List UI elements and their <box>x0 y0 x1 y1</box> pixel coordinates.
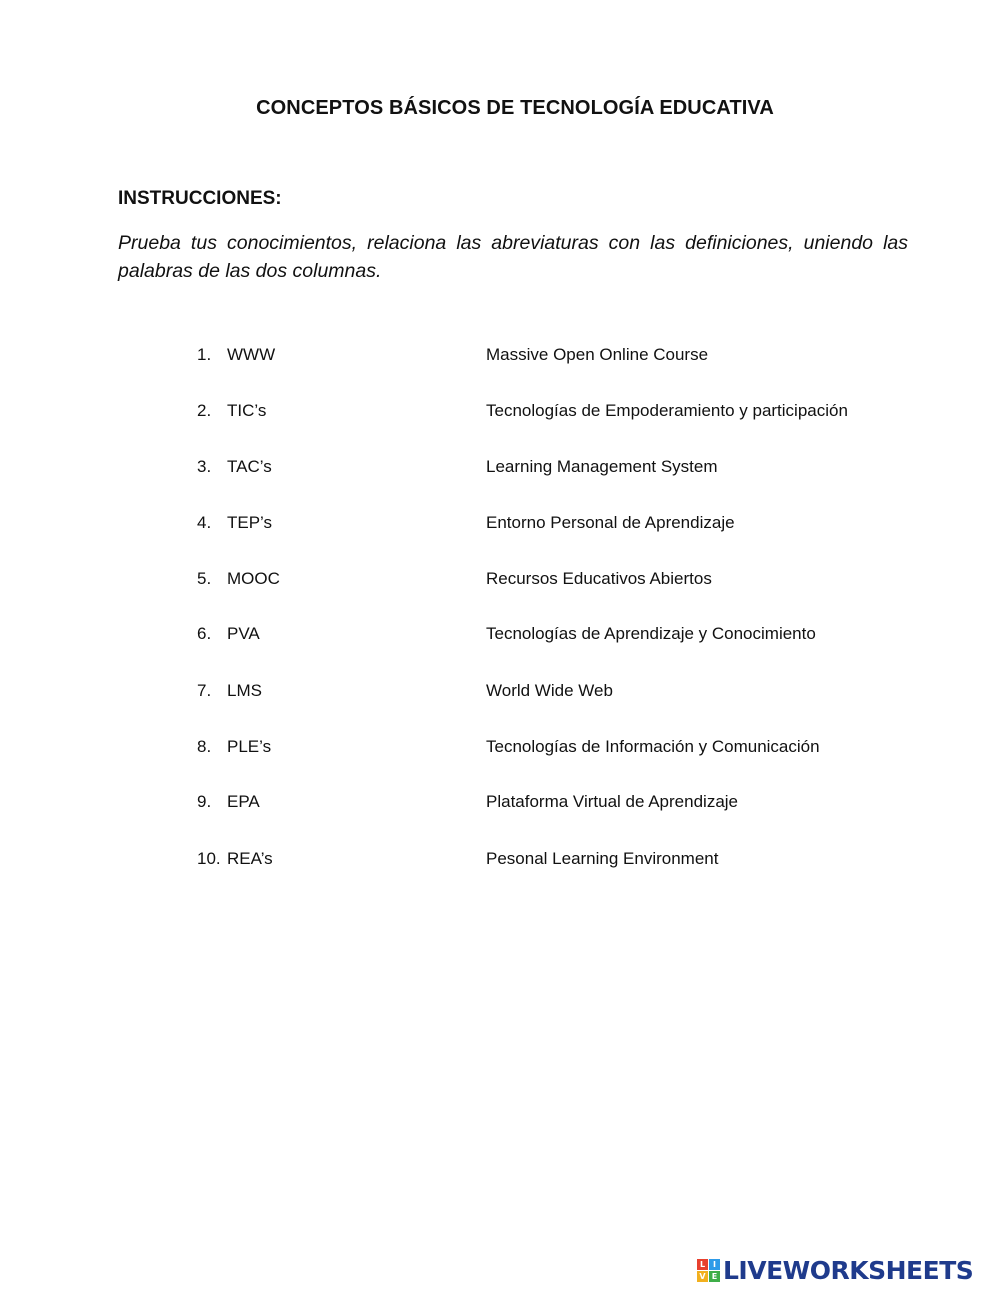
logo-block-l: L <box>697 1259 708 1270</box>
item-abbreviation[interactable]: TEP’s <box>227 513 273 532</box>
logo-blocks-icon <box>697 1259 720 1282</box>
item-definition[interactable]: World Wide Web <box>486 681 613 700</box>
item-abbreviation[interactable]: MOOC <box>227 569 280 588</box>
item-abbreviation[interactable]: TIC’s <box>227 401 267 420</box>
logo-wordmark: LIVEWORKSHEETS <box>723 1255 974 1285</box>
item-number: 10. <box>197 849 221 868</box>
item-abbreviation[interactable]: WWW <box>227 345 276 364</box>
item-number: 7. <box>197 681 212 700</box>
list-item <box>0 569 1000 595</box>
item-number: 9. <box>197 792 212 811</box>
item-number: 1. <box>197 345 212 364</box>
item-definition[interactable]: Tecnologías de Aprendizaje y Conocimiento <box>486 624 816 643</box>
item-definition[interactable]: Tecnologías de Información y Comunicación <box>486 737 820 756</box>
list-item <box>0 681 1000 707</box>
item-definition[interactable]: Recursos Educativos Abiertos <box>486 569 712 588</box>
item-number: 6. <box>197 624 212 643</box>
list-item <box>0 513 1000 539</box>
item-abbreviation[interactable]: TAC’s <box>227 457 272 476</box>
list-item <box>0 401 1000 427</box>
list-item <box>0 624 1000 650</box>
item-number: 3. <box>197 457 212 476</box>
item-number: 4. <box>197 513 212 532</box>
logo-block-i: I <box>709 1259 720 1270</box>
list-item <box>0 792 1000 818</box>
logo-block-v: V <box>697 1271 708 1282</box>
item-definition[interactable]: Learning Management System <box>486 457 718 476</box>
item-abbreviation[interactable]: PVA <box>227 624 260 643</box>
item-abbreviation[interactable]: PLE’s <box>227 737 272 756</box>
item-definition[interactable]: Plataforma Virtual de Aprendizaje <box>486 792 739 811</box>
item-abbreviation[interactable]: EPA <box>227 792 260 811</box>
list-item <box>0 457 1000 483</box>
item-number: 2. <box>197 401 212 420</box>
item-number: 8. <box>197 737 212 756</box>
list-item <box>0 849 1000 875</box>
instructions-text: Prueba tus conocimientos, relaciona las abreviaturas con las definiciones, uniendo las palabras de las dos columnas. <box>118 232 908 282</box>
item-definition[interactable]: Pesonal Learning Environment <box>486 849 719 868</box>
logo-block-e: E <box>709 1271 720 1282</box>
item-number: 5. <box>197 569 212 588</box>
liveworksheets-logo <box>697 1253 973 1287</box>
list-item <box>0 737 1000 763</box>
item-definition[interactable]: Entorno Personal de Aprendizaje <box>486 513 735 532</box>
instructions-heading: INSTRUCCIONES: <box>118 188 282 209</box>
item-abbreviation[interactable]: REA’s <box>227 849 273 868</box>
item-definition[interactable]: Tecnologías de Empoderamiento y participación <box>486 401 848 420</box>
list-item <box>0 345 1000 371</box>
item-abbreviation[interactable]: LMS <box>227 681 262 700</box>
page-title: CONCEPTOS BÁSICOS DE TECNOLOGÍA EDUCATIVA <box>256 97 774 119</box>
item-definition[interactable]: Massive Open Online Course <box>486 345 709 364</box>
